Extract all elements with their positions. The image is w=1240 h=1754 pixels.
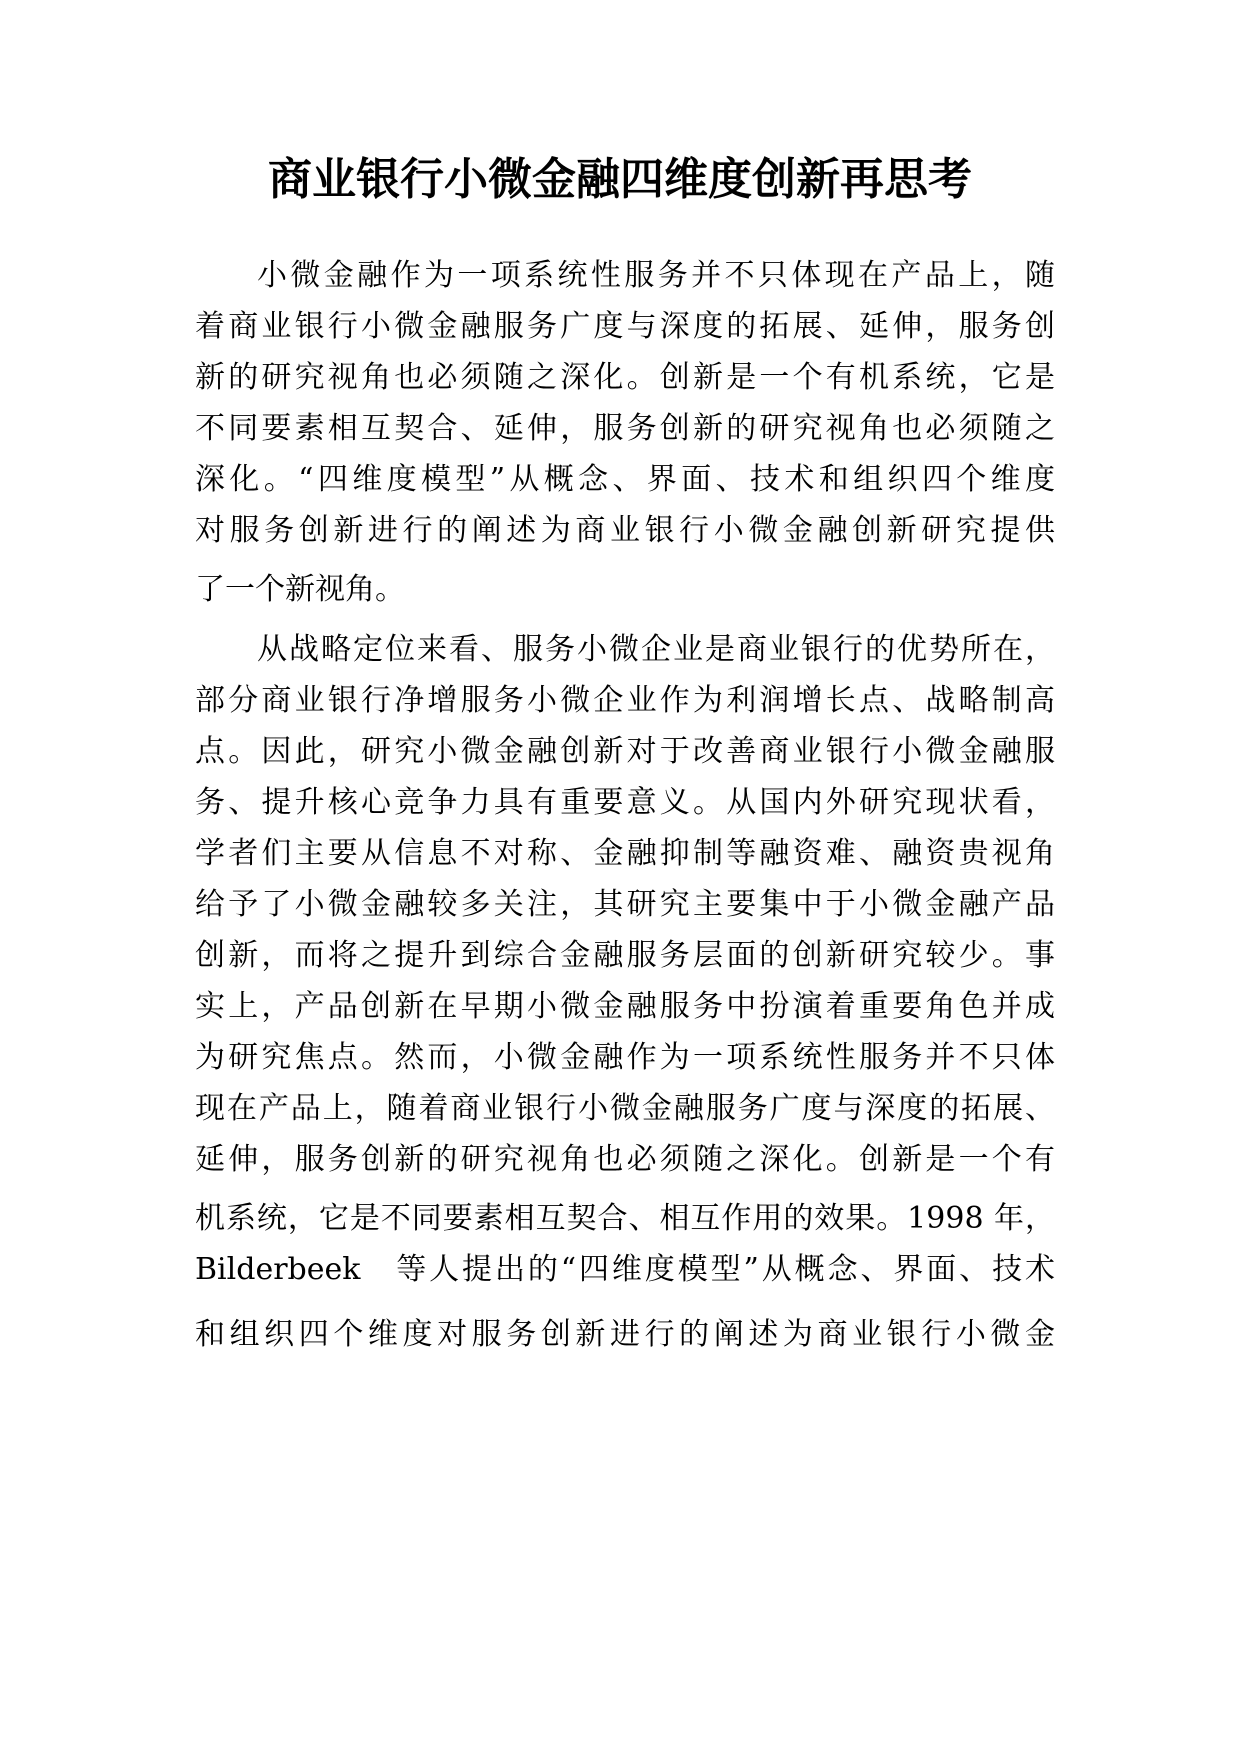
text-line: 了一个新视角。 xyxy=(195,572,405,607)
text-line: 延伸，服务创新的研究视角也必须随之深化。创新是一个有 xyxy=(195,1142,1055,1177)
text-line: 学者们主要从信息不对称、金融抑制等融资难、融资贵视角 xyxy=(195,836,1055,871)
text-line: 机系统，它是不同要素相互契合、相互作用的效果。1998 年， xyxy=(195,1201,1055,1236)
text-line: 着商业银行小微金融服务广度与深度的拓展、延伸，服务创 xyxy=(195,309,1055,344)
text-line: 实上，产品创新在早期小微金融服务中扮演着重要角色并成 xyxy=(195,989,1055,1024)
text-line: 部分商业银行净增服务小微企业作为利润增长点、战略制高 xyxy=(195,683,1055,718)
text-line: 务、提升核心竞争力具有重要意义。从国内外研究现状看， xyxy=(195,785,1055,820)
text-line: 新的研究视角也必须随之深化。创新是一个有机系统，它是 xyxy=(195,360,1055,395)
text-line: 点。因此，研究小微金融创新对于改善商业银行小微金融服 xyxy=(195,734,1055,769)
text-line: 深化。“四维度模型”从概念、界面、技术和组织四个维度 xyxy=(195,462,1055,497)
text-line: Bilderbeek 等人提出的“四维度模型”从概念、界面、技术 xyxy=(195,1252,1055,1287)
text-line: 和组织四个维度对服务创新进行的阐述为商业银行小微金 xyxy=(195,1317,1055,1352)
text-line: 为研究焦点。然而，小微金融作为一项系统性服务并不只体 xyxy=(195,1040,1055,1075)
page-title: 商业银行小微金融四维度创新再思考 xyxy=(268,154,972,205)
text-line: 不同要素相互契合、延伸，服务创新的研究视角也必须随之 xyxy=(195,411,1055,446)
text-line: 对服务创新进行的阐述为商业银行小微金融创新研究提供 xyxy=(195,513,1055,548)
text-line: 从战略定位来看、服务小微企业是商业银行的优势所在， xyxy=(257,632,1055,667)
text-line: 小微金融作为一项系统性服务并不只体现在产品上，随 xyxy=(257,258,1055,293)
text-line: 现在产品上，随着商业银行小微金融服务广度与深度的拓展、 xyxy=(195,1091,1055,1126)
text-line: 创新，而将之提升到综合金融服务层面的创新研究较少。事 xyxy=(195,938,1055,973)
text-line: 给予了小微金融较多关注，其研究主要集中于小微金融产品 xyxy=(195,887,1055,922)
